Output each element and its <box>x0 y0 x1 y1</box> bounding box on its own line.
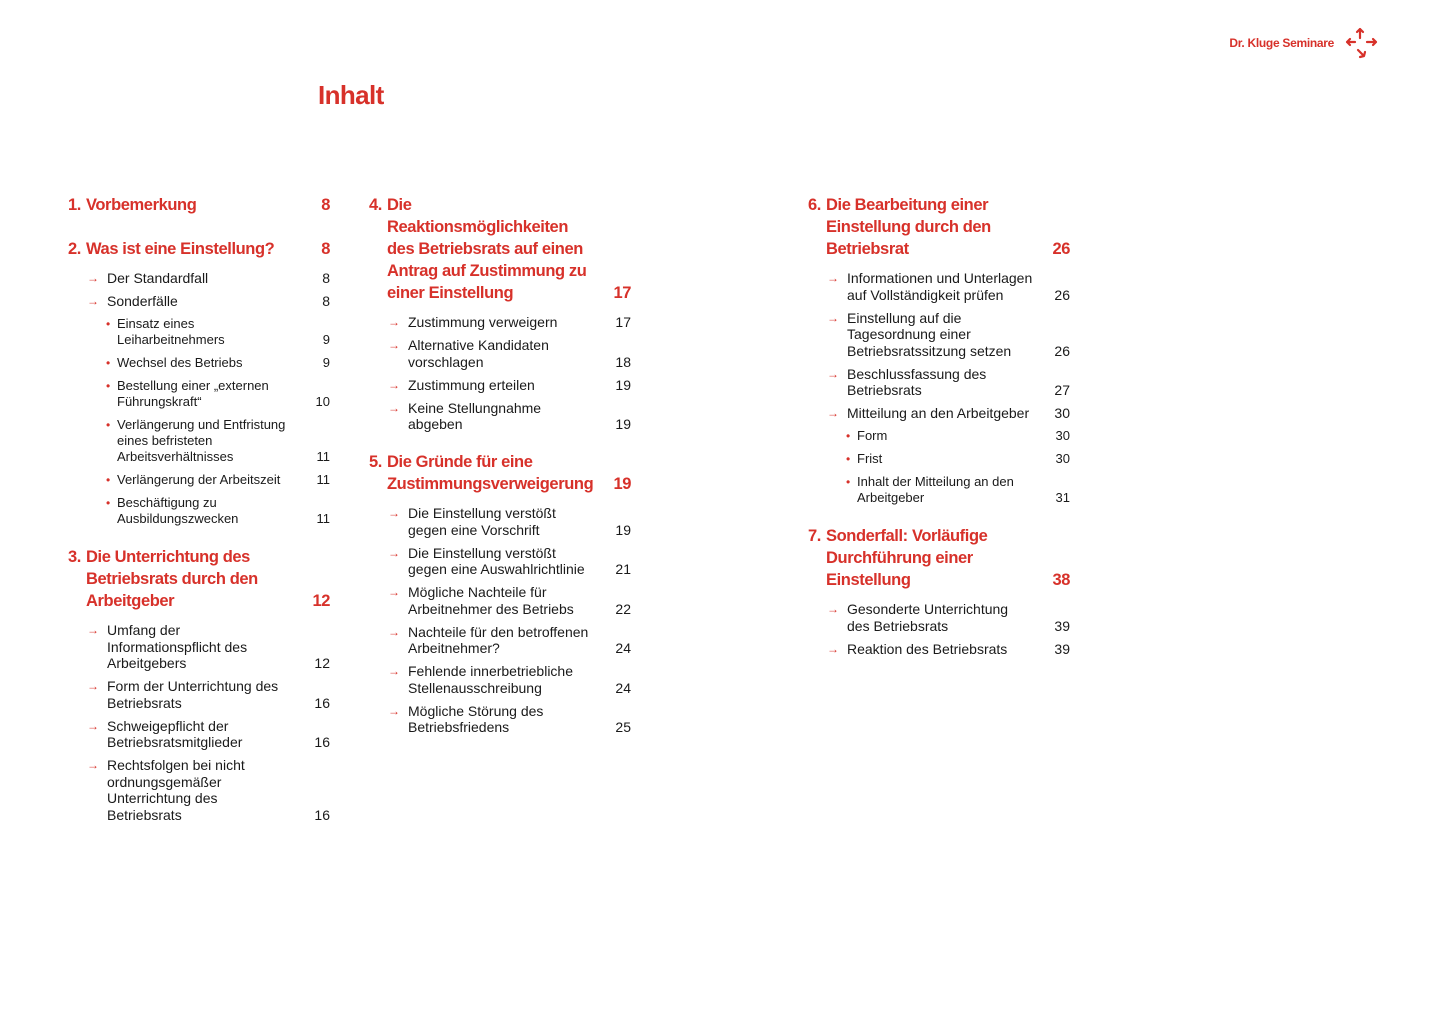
toc-column-2 <box>369 194 631 742</box>
subsection-title: Rechtsfolgen bei nicht ordnungsgemäßer Unterrichtung des Betriebsrats <box>107 757 245 823</box>
page-number: 39 <box>1054 640 1070 657</box>
section-number: 7. <box>808 527 821 545</box>
toc-section[interactable] <box>808 194 1070 260</box>
page-number: 24 <box>615 679 631 696</box>
subsection-title: Nachteile für den betroffenen Arbeitnehmer? <box>408 623 589 656</box>
page-number: 10 <box>315 394 330 409</box>
bullet-icon: • <box>106 473 111 487</box>
toc-subsection[interactable] <box>369 400 631 433</box>
section-title: Die Gründe für eine Zustimmungsverweigerung <box>387 453 594 493</box>
toc-subsection[interactable] <box>369 545 631 578</box>
section-number: 1. <box>68 196 81 214</box>
subsection-title: Zustimmung erteilen <box>408 376 535 393</box>
toc-section[interactable] <box>808 525 1070 591</box>
page-number: 26 <box>1054 342 1070 359</box>
arrow-right-icon: → <box>388 545 400 560</box>
brand-name: Dr. Kluge Seminare <box>1229 36 1334 50</box>
page-number: 19 <box>613 475 631 493</box>
toc-section[interactable] <box>369 451 631 495</box>
subsubsection-title: Inhalt der Mitteilung an den Arbeitgeber <box>857 474 1014 505</box>
subsection-title: Mögliche Störung des Betriebsfriedens <box>408 702 544 735</box>
section-title: Die Bearbeitung einer Einstellung durch den Betriebsrat <box>826 196 991 258</box>
page-number: 27 <box>1054 382 1070 398</box>
arrow-right-icon: → <box>388 377 400 392</box>
toc-subsection[interactable] <box>369 584 631 617</box>
arrow-right-icon: → <box>87 718 99 733</box>
page-number: 11 <box>316 511 330 526</box>
toc-subsection[interactable] <box>369 624 631 657</box>
page-number: 26 <box>1052 240 1070 258</box>
bullet-icon: • <box>106 418 111 432</box>
toc-subsection[interactable] <box>808 310 1070 360</box>
subsubsection-title: Verlängerung der Arbeitszeit <box>117 472 281 487</box>
subsubsection-title: Form <box>857 428 888 443</box>
section-title: Die Reaktionsmöglichkeiten des Betriebsrats auf einen Antrag auf Zustimmung zu einer Einstellung <box>387 196 587 302</box>
arrow-right-icon: → <box>388 664 400 678</box>
subsubsection-title: Wechsel des Betriebs <box>117 355 243 370</box>
subsection-title: Reaktion des Betriebsrats <box>847 640 1008 657</box>
section-gap <box>369 439 631 451</box>
page-number: 16 <box>314 734 330 750</box>
toc-section[interactable] <box>68 546 330 612</box>
arrow-right-icon: → <box>388 585 400 599</box>
arrow-right-icon: → <box>87 623 99 637</box>
subsection-title: Zustimmung verweigern <box>408 314 558 330</box>
page-number: 26 <box>1054 286 1070 303</box>
toc-subsubsection[interactable] <box>68 378 330 410</box>
toc-column-3 <box>808 194 1070 664</box>
arrow-right-icon: → <box>388 315 400 329</box>
page-number: 8 <box>321 240 330 258</box>
arrow-right-icon: → <box>87 758 99 772</box>
page-number: 22 <box>615 600 631 617</box>
page-number: 25 <box>615 719 631 735</box>
page-number: 19 <box>615 416 631 432</box>
section-title: Die Unterrichtung des Betriebsrats durch den Arbeitgeber <box>86 548 258 610</box>
page-number: 30 <box>1055 428 1070 443</box>
toc-subsubsection[interactable] <box>68 316 330 348</box>
bullet-icon: • <box>846 429 851 443</box>
toc-subsection[interactable] <box>808 641 1070 658</box>
page-number: 31 <box>1055 490 1070 505</box>
section-number: 6. <box>808 196 821 214</box>
toc-section[interactable] <box>369 194 631 304</box>
toc-subsubsection[interactable] <box>68 355 330 371</box>
arrow-right-icon: → <box>827 271 839 285</box>
toc-subsubsection[interactable] <box>808 451 1070 467</box>
arrows-logo-icon <box>1345 26 1379 60</box>
section-number: 4. <box>369 196 382 214</box>
page-number: 30 <box>1054 405 1070 421</box>
page-number: 11 <box>316 449 330 464</box>
toc-column-1 <box>68 194 330 830</box>
toc-subsection[interactable] <box>808 366 1070 399</box>
section-title: Vorbemerkung <box>86 196 197 214</box>
arrow-right-icon: → <box>388 506 400 520</box>
bullet-icon: • <box>106 356 111 370</box>
subsection-title: Alternative Kandidaten vorschlagen <box>408 337 549 370</box>
subsection-title: Keine Stellungnahme abgeben <box>408 399 542 432</box>
arrow-right-icon: → <box>827 641 839 656</box>
toc-subsection[interactable] <box>808 601 1070 634</box>
toc-subsection[interactable] <box>68 622 330 672</box>
toc-subsection[interactable] <box>68 718 330 751</box>
section-title: Sonderfall: Vorläufige Durchführung einer Einstellung <box>826 527 988 589</box>
arrow-right-icon: → <box>388 703 400 718</box>
subsection-title: Die Einstellung verstößt gegen eine Auswahlrichtlinie <box>408 544 585 577</box>
page-number: 9 <box>322 332 330 347</box>
subsection-title: Umfang der Informationspflicht des Arbeitgebers <box>107 622 248 671</box>
arrow-right-icon: → <box>827 366 839 381</box>
arrow-right-icon: → <box>388 624 400 639</box>
page-title: Inhalt <box>318 80 384 110</box>
subsection-title: Fehlende innerbetriebliche Stellenausschreibung <box>408 663 573 696</box>
subsection-title: Form der Unterrichtung des Betriebsrats <box>107 678 279 711</box>
page-number: 12 <box>312 592 330 610</box>
toc-subsubsection[interactable] <box>68 417 330 465</box>
arrow-right-icon: → <box>827 602 839 616</box>
arrow-right-icon: → <box>388 338 400 352</box>
arrow-right-icon: → <box>87 294 99 308</box>
subsection-title: Sonderfälle <box>107 293 178 309</box>
subsection-title: Beschlussfassung des Betriebsrats <box>847 365 987 398</box>
page-number: 19 <box>615 521 631 538</box>
page-number: 39 <box>1054 617 1070 634</box>
subsection-title: Mögliche Nachteile für Arbeitnehmer des Betriebs <box>408 584 574 617</box>
section-number: 3. <box>68 548 81 566</box>
page-number: 30 <box>1055 451 1070 466</box>
bullet-icon: • <box>846 452 851 466</box>
toc-subsection[interactable] <box>68 757 330 823</box>
subsubsection-title: Beschäftigung zu Ausbildungszwecken <box>117 495 239 526</box>
section-gap <box>68 226 330 238</box>
bullet-icon: • <box>106 496 111 510</box>
subsubsection-title: Bestellung einer „externen Führungskraft“ <box>117 378 269 409</box>
toc-subsection[interactable] <box>808 405 1070 422</box>
page-number: 24 <box>615 640 631 656</box>
toc-subsubsection[interactable] <box>68 495 330 527</box>
page-number: 8 <box>322 293 330 309</box>
toc-subsubsection[interactable] <box>808 428 1070 444</box>
toc-subsection[interactable] <box>68 270 330 287</box>
toc-subsection[interactable] <box>369 377 631 394</box>
page-number: 11 <box>316 472 330 487</box>
toc-subsection[interactable] <box>68 293 330 310</box>
subsection-title: Gesonderte Unterrichtung des Betriebsrats <box>847 601 1009 634</box>
section-number: 2. <box>68 240 81 258</box>
toc-subsubsection[interactable] <box>808 474 1070 506</box>
subsubsection-title: Einsatz eines Leiharbeitnehmers <box>117 316 225 347</box>
subsection-title: Schweigepflicht der Betriebsratsmitglieder <box>107 717 243 750</box>
bullet-icon: • <box>106 379 111 393</box>
subsection-title: Mitteilung an den Arbeitgeber <box>847 405 1030 421</box>
toc-section[interactable] <box>68 238 330 260</box>
section-gap <box>68 534 330 546</box>
page-number: 9 <box>322 355 330 370</box>
toc-section[interactable] <box>68 194 330 216</box>
page-number: 8 <box>322 270 330 286</box>
arrow-right-icon: → <box>87 679 99 693</box>
bullet-icon: • <box>846 475 851 489</box>
toc-subsection[interactable] <box>369 314 631 331</box>
page-number: 16 <box>314 806 330 823</box>
arrow-right-icon: → <box>827 406 839 420</box>
page-number: 38 <box>1052 571 1070 589</box>
toc-subsubsection[interactable] <box>68 472 330 488</box>
page-number: 21 <box>615 561 631 577</box>
toc-subsection[interactable] <box>68 678 330 711</box>
page-number: 17 <box>613 284 631 302</box>
page-number: 16 <box>314 694 330 711</box>
section-title: Was ist eine Einstellung? <box>86 240 275 258</box>
subsubsection-title: Verlängerung und Entfristung eines befristeten Arbeitsverhältnisses <box>117 417 286 464</box>
toc-subsection[interactable] <box>369 703 631 736</box>
subsection-title: Einstellung auf die Tagesordnung einer Betriebsratssitzung setzen <box>847 309 1012 359</box>
page-number: 12 <box>314 655 330 671</box>
section-number: 5. <box>369 453 382 471</box>
arrow-right-icon: → <box>827 310 839 325</box>
arrow-right-icon: → <box>388 400 400 415</box>
toc-subsection[interactable] <box>369 505 631 538</box>
page-number: 17 <box>615 314 631 330</box>
page-number: 8 <box>321 196 330 214</box>
page-number: 18 <box>615 353 631 370</box>
toc-subsection[interactable] <box>369 337 631 370</box>
subsubsection-title: Frist <box>857 451 883 466</box>
section-gap <box>808 513 1070 525</box>
toc-subsection[interactable] <box>808 270 1070 303</box>
arrow-right-icon: → <box>87 271 99 285</box>
toc-subsection[interactable] <box>369 663 631 696</box>
subsection-title: Die Einstellung verstößt gegen eine Vorschrift <box>408 505 556 538</box>
subsection-title: Informationen und Unterlagen auf Vollständigkeit prüfen <box>847 270 1033 303</box>
subsection-title: Der Standardfall <box>107 270 209 286</box>
bullet-icon: • <box>106 317 111 331</box>
page-number: 19 <box>615 376 631 393</box>
